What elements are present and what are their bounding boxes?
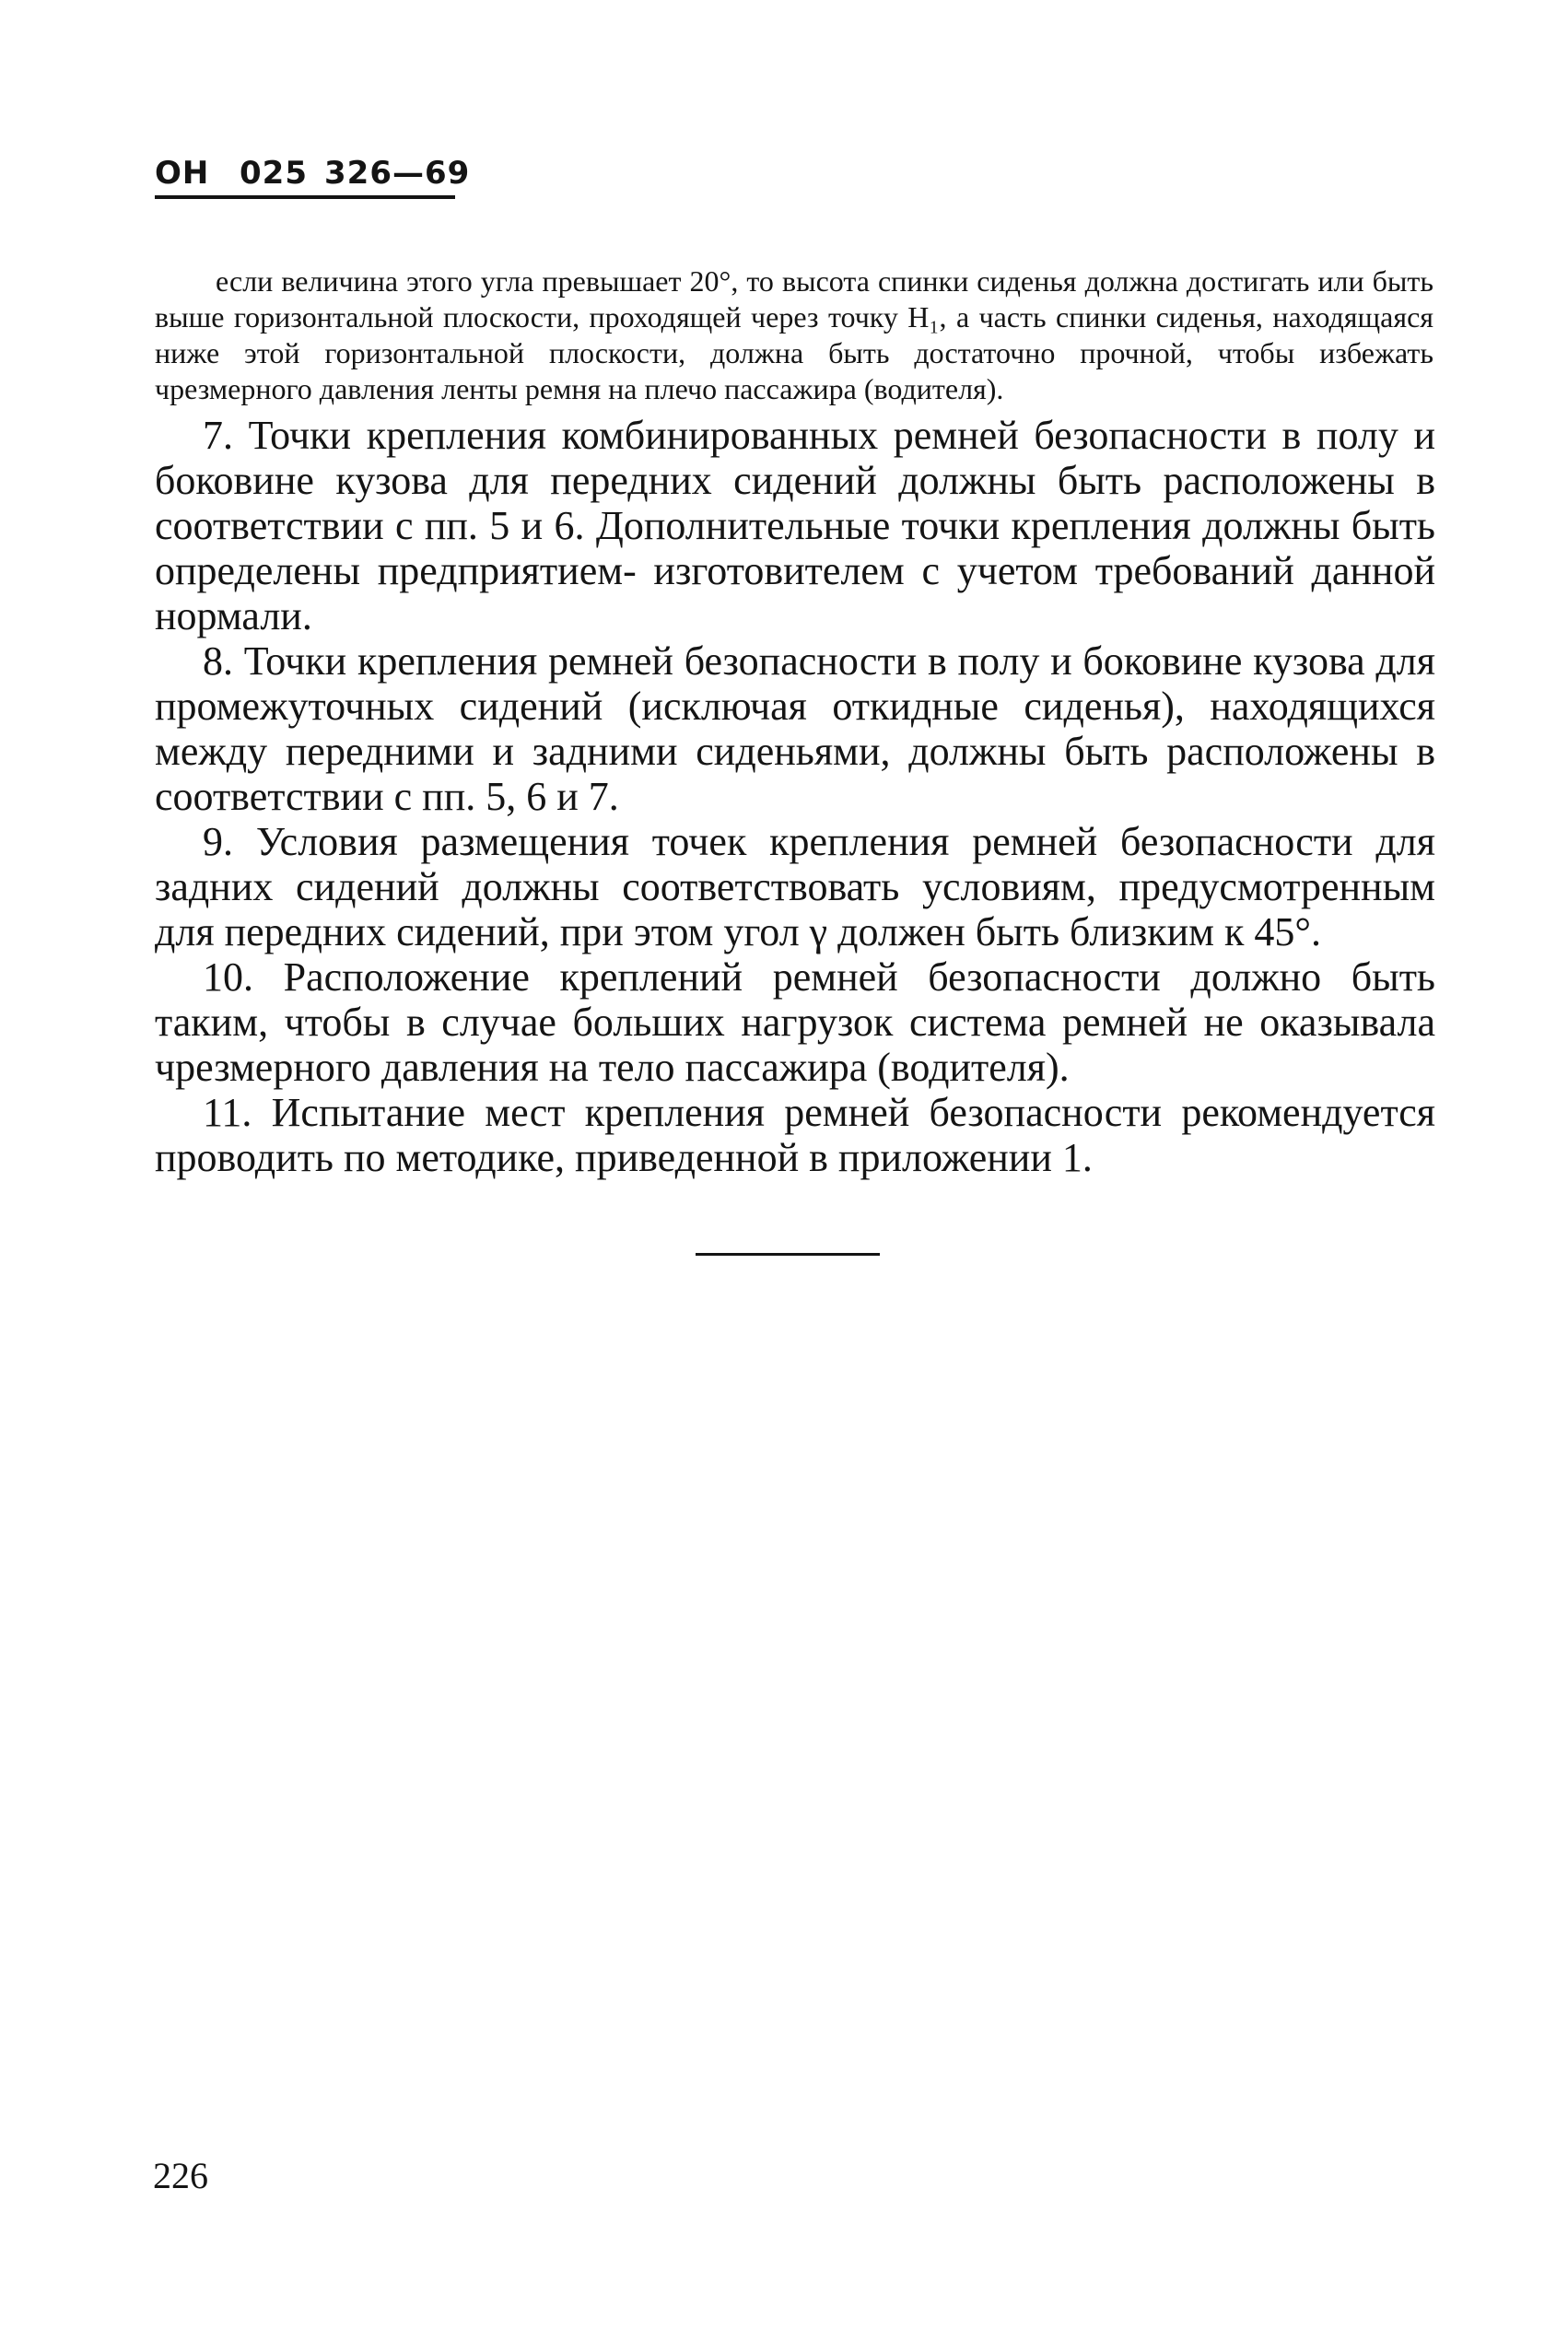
list-item: 10. Расположение креплений ремней безопасности должно быть таким, чтобы в случае больших нагрузок система ремней не оказывала чрезмерного давления на тело пассажира (водителя). [155,954,1435,1090]
header-code-suffix: 326—69 [324,155,471,192]
list-item: 11. Испытание мест крепления ремней безопасности рекомендуется проводить по методике, приведенной в приложении 1. [155,1090,1435,1180]
list-item: 8. Точки крепления ремней безопасности в полу и боковине кузова для промежуточных сидений (исключая откидные сиденья), находящихся между передними и задними сиденьями, должны быть расположены в соответствии с пп. 5, 6 и 7. [155,638,1435,819]
header-code-prefix: ОН [155,155,210,192]
requirements-list [155,413,1435,1180]
header-code-number: 025 [240,155,308,192]
list-item: 7. Точки крепления комбинированных ремней безопасности в полу и боковине кузова для передних сидений должны быть расположены в соответствии с пп. 5 и 6. Дополнительные точки крепления должны быть определены предприятием- изготовителем с учетом требований данной нормали. [155,413,1435,638]
document-header-code [155,155,471,199]
page-number: 226 [153,2155,208,2196]
list-item: 9. Условия размещения точек крепления ремней безопасности для задних сидений должны соответствовать условиям, предусмотренным для передних сидений, при этом угол γ должен быть близким к 45°. [155,819,1435,954]
continuation-paragraph: если величина этого угла превышает 20°, то высота спинки сиденья должна достигать или быть выше горизонтальной плоскости, проходящей через точку H₁, а часть спинки сиденья, находящаяся ниже этой горизонтальной плоскости, должна быть достаточно прочной, чтобы избежать чрезмерного давления ленты ремня на плечо пассажира (водителя). [155,264,1433,405]
end-divider [696,1253,880,1256]
